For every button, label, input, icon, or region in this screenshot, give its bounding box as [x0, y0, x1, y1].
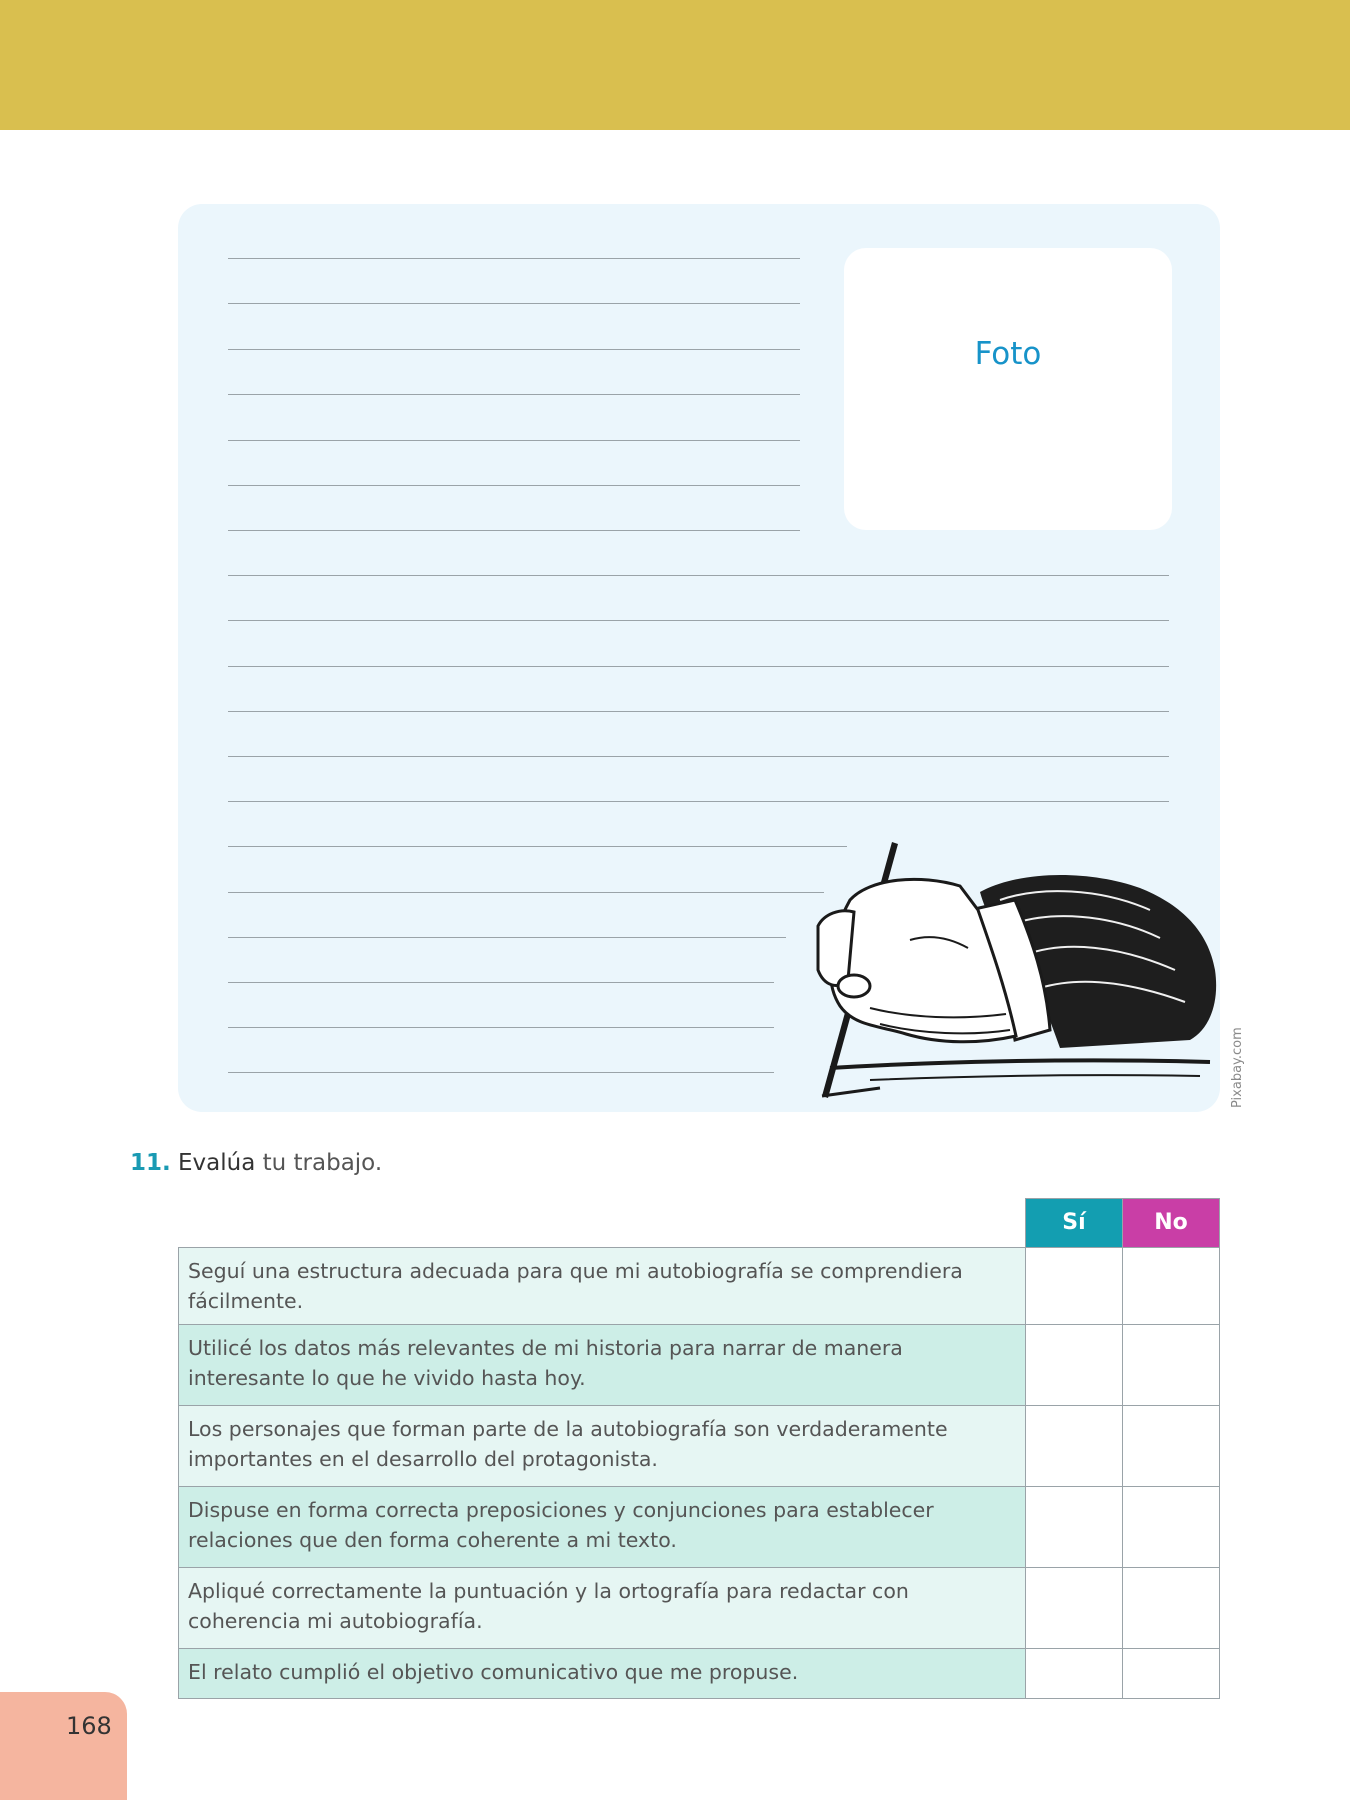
criterion-text: Apliqué correctamente la puntuación y la ortografía para redactar con coherencia mi autobiografía.: [179, 1568, 1026, 1649]
criterion-text: Utilicé los datos más relevantes de mi historia para narrar de manera interesante lo que he vivido hasta hoy.: [179, 1325, 1026, 1406]
writing-line[interactable]: [228, 394, 800, 395]
yes-checkbox[interactable]: [1026, 1406, 1123, 1487]
writing-line[interactable]: [228, 440, 800, 441]
yes-checkbox[interactable]: [1026, 1568, 1123, 1649]
page-number: 168: [66, 1712, 112, 1740]
criterion-text: Dispuse en forma correcta preposiciones y conjunciones para establecer relaciones que den forma coherente a mi texto.: [179, 1487, 1026, 1568]
no-checkbox[interactable]: [1123, 1248, 1220, 1325]
photo-label: Foto: [974, 336, 1042, 372]
header-no: No: [1123, 1199, 1220, 1248]
writing-line[interactable]: [228, 485, 800, 486]
writing-line[interactable]: [228, 1072, 774, 1073]
yes-checkbox[interactable]: [1026, 1487, 1123, 1568]
writing-line[interactable]: [228, 982, 774, 983]
writing-line[interactable]: [228, 1027, 774, 1028]
evaluation-table: [178, 1198, 1220, 1699]
no-checkbox[interactable]: [1123, 1649, 1220, 1699]
writing-line[interactable]: [228, 756, 1169, 757]
image-credit: Pixabay.com: [1230, 1027, 1245, 1108]
header-spacer: [179, 1199, 1026, 1248]
criterion-text: Los personajes que forman parte de la autobiografía son verdaderamente importantes en el desarrollo del protagonista.: [179, 1406, 1026, 1487]
table-row: [179, 1406, 1220, 1487]
writing-line[interactable]: [228, 258, 800, 259]
header-band: [0, 0, 1350, 130]
question-rest: tu trabajo.: [255, 1150, 383, 1176]
photo-placeholder[interactable]: [844, 248, 1172, 530]
writing-line[interactable]: [228, 620, 1169, 621]
writing-line[interactable]: [228, 937, 786, 938]
writing-line[interactable]: [228, 846, 847, 847]
question-verb: Evalúa: [178, 1150, 256, 1176]
writing-line[interactable]: [228, 575, 1169, 576]
writing-line[interactable]: [228, 349, 800, 350]
criterion-text: Seguí una estructura adecuada para que mi autobiografía se comprendiera fácilmente.: [179, 1248, 1026, 1325]
no-checkbox[interactable]: [1123, 1568, 1220, 1649]
table-row: [179, 1325, 1220, 1406]
yes-checkbox[interactable]: [1026, 1649, 1123, 1699]
no-checkbox[interactable]: [1123, 1487, 1220, 1568]
writing-line[interactable]: [228, 666, 1169, 667]
writing-line[interactable]: [228, 892, 824, 893]
yes-checkbox[interactable]: [1026, 1248, 1123, 1325]
writing-line[interactable]: [228, 801, 1169, 802]
question-number: 11.: [130, 1150, 171, 1176]
writing-line[interactable]: [228, 711, 1169, 712]
yes-checkbox[interactable]: [1026, 1325, 1123, 1406]
criterion-text: El relato cumplió el objetivo comunicativo que me propuse.: [179, 1649, 1026, 1699]
no-checkbox[interactable]: [1123, 1325, 1220, 1406]
no-checkbox[interactable]: [1123, 1406, 1220, 1487]
question-text: [178, 1150, 382, 1176]
table-row: [179, 1568, 1220, 1649]
table-row: [179, 1649, 1220, 1699]
page-number-tab: [0, 1692, 127, 1800]
table-row: [179, 1487, 1220, 1568]
writing-line[interactable]: [228, 303, 800, 304]
hand-writing-illustration: [810, 830, 1230, 1110]
writing-line[interactable]: [228, 530, 800, 531]
table-header-row: [179, 1199, 1220, 1248]
header-yes: Sí: [1026, 1199, 1123, 1248]
table-row: [179, 1248, 1220, 1325]
